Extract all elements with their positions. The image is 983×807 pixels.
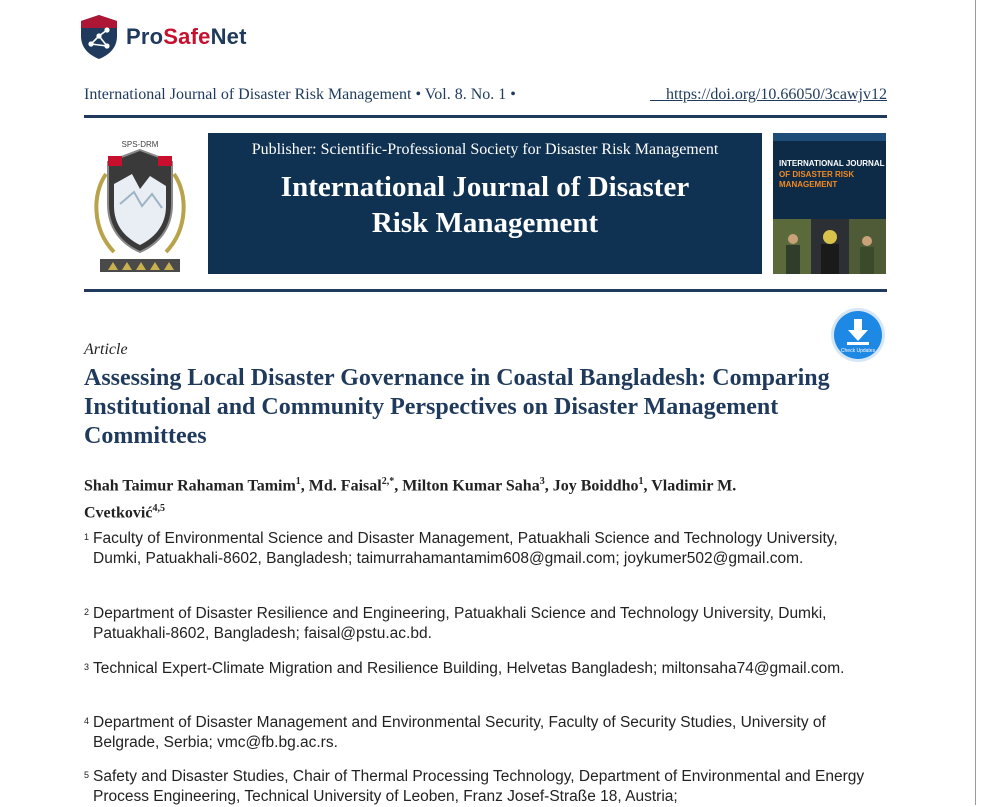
author-list bbox=[84, 470, 804, 525]
badge-label-check: Check bbox=[840, 348, 856, 354]
affiliation-text: Safety and Disaster Studies, Chair of Thermal Processing Technology, Department of Environmental and Energy Process Engineering, Technical University of Leoben, Franz Josef-Straße 18, Austria; bbox=[93, 768, 865, 805]
article-title: Assessing Local Disaster Governance in Coastal Bangladesh: Comparing Institutional and Community Perspectives on Disaster Management Committees bbox=[84, 365, 830, 449]
journal-title-line2: Risk Management bbox=[371, 207, 599, 239]
affiliation-text: Department of Disaster Management and Environmental Security, Faculty of Security Studies, University of Belgrade, Serbia; vmc@fb.bg.ac.rs. bbox=[93, 714, 826, 751]
journal-cover-thumbnail[interactable] bbox=[773, 133, 886, 274]
affiliation-number: 1 bbox=[84, 532, 90, 542]
logo-net: Net bbox=[210, 24, 247, 49]
author-separator: , bbox=[300, 477, 309, 495]
affiliation-4 bbox=[84, 713, 884, 753]
doi-text: https://doi.org/10.66050/3cawjv12 bbox=[665, 86, 887, 103]
author-name: Milton Kumar Saha bbox=[402, 477, 540, 495]
author-affiliation-marker: 1 bbox=[638, 476, 644, 487]
logo-safe: Safe bbox=[163, 24, 211, 49]
author-affiliation-marker: 1 bbox=[295, 476, 301, 487]
cover-title-white: INTERNATIONAL JOURNAL bbox=[779, 159, 885, 168]
journal-title bbox=[208, 169, 762, 241]
author-affiliation-marker: 2,* bbox=[381, 476, 395, 487]
affiliation-number: 4 bbox=[84, 716, 90, 726]
author-name: Joy Boiddho bbox=[552, 477, 639, 495]
cover-photo bbox=[773, 219, 886, 274]
affiliation-5 bbox=[84, 767, 884, 807]
header-rule-bottom bbox=[84, 289, 887, 292]
publisher-line: Publisher: Scientific-Professional Society for Disaster Risk Management bbox=[251, 141, 719, 158]
check-for-updates-badge[interactable] bbox=[830, 307, 886, 363]
journal-banner bbox=[208, 133, 762, 274]
affiliation-text: Faculty of Environmental Science and Disaster Management, Patuakhali Science and Technology University, Dumki, Patuakhali-8602, Bangladesh; taimurrahamantamim608@gmail.com; joykumer502@gmail.com. bbox=[93, 530, 838, 567]
affiliation-3 bbox=[84, 659, 884, 679]
badge-label-updates: Updates bbox=[856, 348, 876, 354]
logo-wordmark bbox=[126, 24, 247, 50]
author-affiliation-marker: 3 bbox=[539, 476, 545, 487]
affiliation-text: Department of Disaster Resilience and Engineering, Patuakhali Science and Technology University, Dumki, Patuakhali-8602, Bangladesh; faisal@pstu.ac.bd. bbox=[93, 605, 827, 642]
journal-volume: International Journal of Disaster Risk Management • Vol. 8. No. 1 • bbox=[84, 86, 516, 103]
doi-link[interactable] bbox=[650, 86, 887, 104]
journal-title-line1: International Journal of Disaster bbox=[280, 171, 690, 203]
article-type-label: Article bbox=[84, 341, 128, 358]
svg-text:Check Updates bbox=[841, 348, 876, 354]
cover-header-strip bbox=[773, 133, 886, 141]
author-name: Md. Faisal bbox=[308, 477, 382, 495]
author-separator: , bbox=[394, 477, 403, 495]
header-rule-top bbox=[84, 115, 887, 118]
affiliation-2 bbox=[84, 604, 884, 644]
cover-title-orange: OF DISASTER RISK MANAGEMENT bbox=[779, 170, 855, 189]
affiliation-text: Technical Expert-Climate Migration and Resilience Building, Helvetas Bangladesh; miltonsaha74@gmail.com. bbox=[93, 660, 845, 677]
affiliation-number: 3 bbox=[84, 662, 90, 672]
society-emblem bbox=[84, 134, 196, 276]
affiliation-number: 5 bbox=[84, 770, 90, 780]
emblem-lettering: SPS-DRM bbox=[121, 140, 159, 149]
affiliation-number: 2 bbox=[84, 607, 90, 617]
author-name: Vladimir M. Cvetković bbox=[84, 477, 737, 522]
author-affiliation-marker: 4,5 bbox=[152, 503, 165, 515]
author-separator: , bbox=[544, 477, 553, 495]
author-separator: , bbox=[643, 477, 652, 495]
logo-pro: Pro bbox=[126, 24, 164, 49]
page-edge bbox=[975, 0, 976, 805]
affiliation-1 bbox=[84, 529, 884, 569]
network-shield-icon bbox=[79, 14, 119, 60]
author-name: Shah Taimur Rahaman Tamim bbox=[84, 477, 296, 495]
prosafenet-logo[interactable] bbox=[79, 14, 247, 60]
